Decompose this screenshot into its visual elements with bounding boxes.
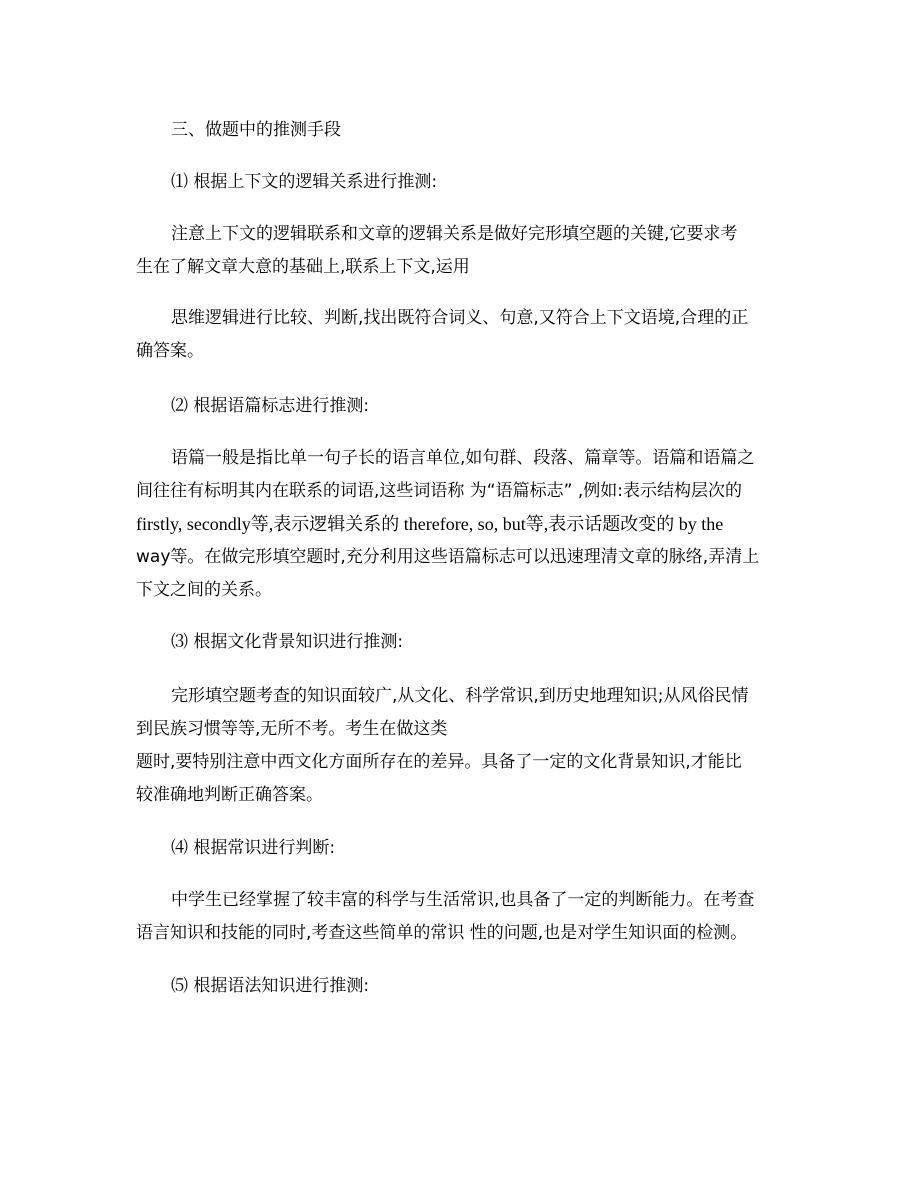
paragraph-3: 完形填空题考查的知识面较广,从文化、科学常识,到历史地理知识;从风俗民情 到民族习惯等等,无所不考。考生在做这类 题时,要特别注意中西文化方面所存在的差异。具备了一定的文化背景知识,才能比 较准确地判断正确答案。: [136, 686, 749, 805]
subheading-2: ⑵ 根据语篇标志进行推测:: [171, 396, 370, 416]
subheading-1: ⑴ 根据上下文的逻辑关系进行推测:: [171, 172, 438, 192]
paragraph-1a: 注意上下文的逻辑联系和文章的逻辑关系是做好完形填空题的关键,它要求考 生在了解文章大意的基础上,联系上下文,运用: [136, 224, 738, 277]
paragraph-1b: 思维逻辑进行比较、判断,找出既符合词义、句意,又符合上下文语境,合理的正 确答案。: [136, 308, 749, 361]
subheading-3: ⑶ 根据文化背景知识进行推测:: [171, 632, 404, 652]
paragraph-2: 语篇一般是指比单一句子长的语言单位,如句群、段落、篇章等。语篇和语篇之 间往往有标明其内在联系的词语,这些词语称 为“语篇标志” ,例如:表示结构层次的 firstly, secondly等,表示逻辑关系的 therefore, so, but等,表示话题改变的 by the way等。在做完形填空题时,充分利用这些语篇标志可以迅速理清文章的脉络,弄清上 下文之间的关系。: [136, 448, 760, 600]
section-heading: 三、做题中的推测手段: [171, 120, 341, 140]
subheading-4: ⑷ 根据常识进行判断:: [171, 838, 336, 858]
subheading-5: ⑸ 根据语法知识进行推测:: [171, 976, 370, 996]
paragraph-4: 中学生已经掌握了较丰富的科学与生活常识,也具备了一定的判断能力。在考查 语言知识和技能的同时,考查这些简单的常识 性的问题,也是对学生知识面的检测。: [136, 890, 755, 943]
